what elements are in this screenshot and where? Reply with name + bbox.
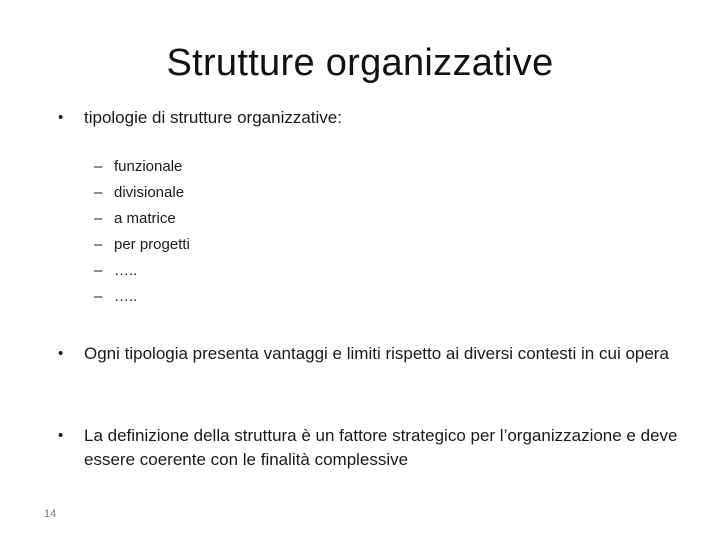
slide-title: Strutture organizzative — [166, 42, 554, 84]
sub-item-text: divisionale — [114, 184, 185, 201]
sub-item-text: ….. — [114, 262, 138, 279]
page-number: 14 — [44, 508, 57, 520]
bullet-icon: • — [58, 345, 64, 362]
sub-item-text: funzionale — [114, 158, 183, 175]
dash-icon: – — [94, 210, 103, 227]
bullet-text: La definizione della struttura è un fattore strategico per l’organizzazione e deve essere coerente con le finalità complessive — [84, 426, 678, 469]
bullet-text: Ogni tipologia presenta vantaggi e limiti rispetto ai diversi contesti in cui opera — [84, 344, 669, 363]
dash-icon: – — [94, 236, 103, 253]
dash-icon: – — [94, 288, 103, 305]
dash-icon: – — [94, 184, 103, 201]
dash-icon: – — [94, 158, 103, 175]
sub-list-item — [94, 206, 190, 232]
bullet-item — [58, 106, 678, 130]
bullet-item — [58, 342, 678, 366]
bullet-icon: • — [58, 427, 64, 444]
sub-list-item — [94, 284, 190, 310]
dash-icon: – — [94, 262, 103, 279]
sub-list-item — [94, 154, 190, 180]
sub-item-text: a matrice — [114, 210, 176, 227]
sub-list-item — [94, 258, 190, 284]
bullet-text: tipologie di strutture organizzative: — [84, 108, 342, 127]
sub-item-text: ….. — [114, 288, 138, 305]
sub-list-item — [94, 232, 190, 258]
bullet-icon: • — [58, 109, 64, 126]
sub-list-item — [94, 180, 190, 206]
bullet-item — [58, 424, 678, 472]
sub-item-text: per progetti — [114, 236, 190, 253]
sub-list — [94, 154, 190, 310]
